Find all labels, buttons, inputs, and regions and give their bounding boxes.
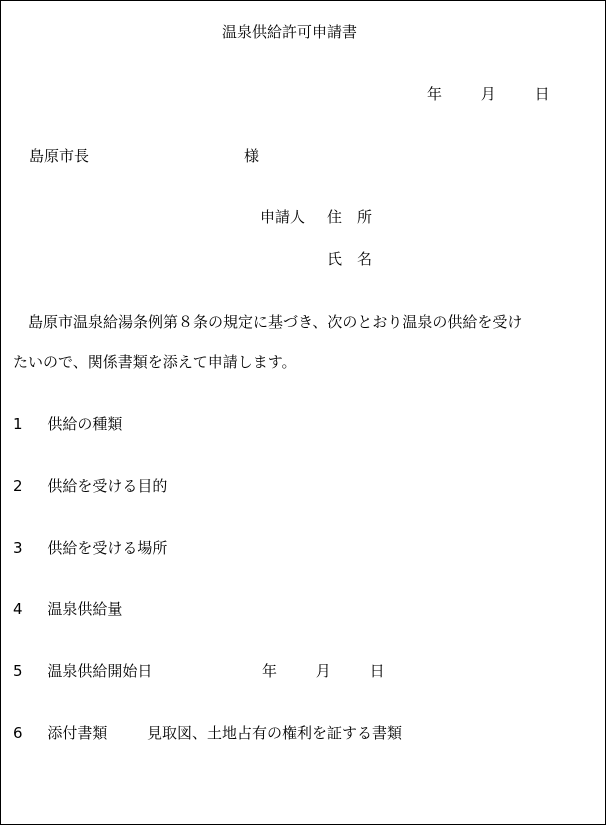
applicant-role: 申請人 [260,208,306,226]
item-2 [13,477,167,495]
addressee-name: 島原市長 [29,147,90,165]
item-5 [13,662,152,680]
item-number: 6 [13,724,23,742]
item-1 [13,415,122,433]
body-text-line-1: 島原市温泉給湯条例第８条の規定に基づき、次のとおり温泉の供給を受け [13,313,523,331]
start-date-day: 日 [369,662,385,680]
item-number: 3 [13,539,23,557]
start-date-year: 年 [262,662,278,680]
item-number: 1 [13,415,23,433]
document-title: 温泉供給許可申請書 [222,23,358,41]
start-date-month: 月 [315,662,331,680]
item-label: 供給を受ける場所 [47,539,168,557]
attachment-detail: 見取図、土地占有の権利を証する書類 [147,724,403,742]
item-5-date [262,662,385,680]
date-day: 日 [534,85,550,103]
item-4 [13,600,122,618]
item-label: 温泉供給量 [47,600,123,618]
item-number: 2 [13,477,23,495]
applicant-address-label: 住 所 [327,208,373,226]
item-label: 供給を受ける目的 [47,477,168,495]
date-year: 年 [427,85,443,103]
date-month: 月 [480,85,496,103]
item-label: 温泉供給開始日 [47,662,153,680]
date-line [427,85,550,103]
item-number: 5 [13,662,23,680]
item-label: 添付書類 [47,724,108,742]
addressee-honorific: 様 [244,147,260,165]
applicant-name-label: 氏 名 [327,250,373,268]
item-6 [13,724,107,742]
item-3 [13,539,167,557]
item-number: 4 [13,600,23,618]
body-text-line-2: たいので、関係書類を添えて申請します。 [13,353,297,371]
item-label: 供給の種類 [47,415,123,433]
